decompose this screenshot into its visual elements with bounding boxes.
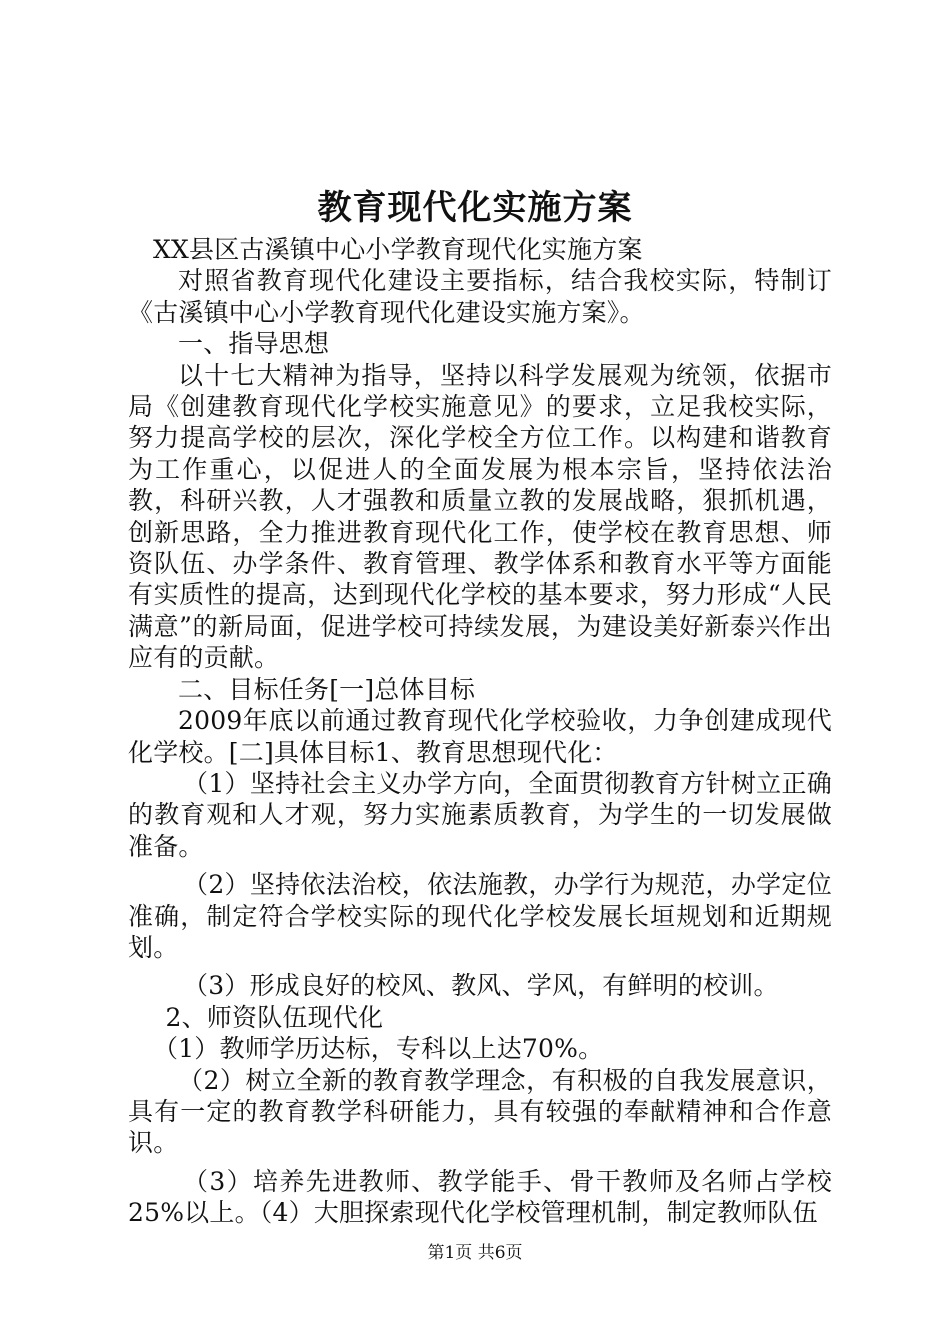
heading-guiding-ideology: 一、指导思想 [178,329,330,359]
paragraph-goal-1-2: （2）坚持依法治校，依法施教，办学行为规范，办学定位准确，制定符合学校实际的现代化学校发展长垣规划和近期规划。 [128,870,832,962]
paragraph-subtitle: XX县区古溪镇中心小学教育现代化实施方案 [153,235,643,264]
heading-goals: 二、目标任务[一]总体目标 [178,674,476,704]
paragraph-goal-2-2: （2）树立全新的教育教学理念，有积极的自我发展意识，具有一定的教育教学科研能力，具有较强的奉献精神和合作意识。 [128,1065,832,1158]
paragraph-goal-1-3: （3）形成良好的校风、教风、学风，有鲜明的校训。 [183,971,779,1001]
heading-teachers: 2、师资队伍现代化 [165,1002,384,1032]
paragraph-goal-1-1: （1）坚持社会主义办学方向，全面贯彻教育方针树立正确的教育观和人才观，努力实施素质教育，为学生的一切发展做准备。 [128,768,832,861]
page-footer: 第1页 共6页 [427,1243,523,1263]
paragraph-intro: 对照省教育现代化建设主要指标，结合我校实际，特制订《古溪镇中心小学教育现代化建设实施方案》。 [128,266,832,327]
paragraph-goal-2-3: （3）培养先进教师、教学能手、骨干教师及名师占学校25%以上。（4）大胆探索现代化学校管理机制，制定教师队伍 [128,1166,832,1228]
document-body [128,234,832,1229]
paragraph-goal-2-1: （1）教师学历达标，专科以上达70%。 [153,1034,604,1064]
paragraph-overall-goal: 2009年底以前通过教育现代化学校验收，力争创建成现代化学校。[二]具体目标1、教育思想现代化： [128,706,832,767]
document-title: 教育现代化实施方案 [317,188,633,228]
paragraph-guiding-ideology: 以十七大精神为指导，坚持以科学发展观为统领，依据市局《创建教育现代化学校实施意见》的要求，立足我校实际，努力提高学校的层次，深化学校全方位工作。以构建和谐教育为工作重心，以促进人的全面发展为根本宗旨，坚持依法治教，科研兴教，人才强教和质量立教的发展战略，狠抓机遇，创新思路，全力推进教育现代化工作，使学校在教育思想、师资队伍、办学条件、教育管理、教学体系和教育水平等方面能有实质性的提高，达到现代化学校的基本要求，努力形成“人民满意”的新局面，促进学校可持续发展，为建设美好新泰兴作出应有的贡献。 [128,360,832,673]
